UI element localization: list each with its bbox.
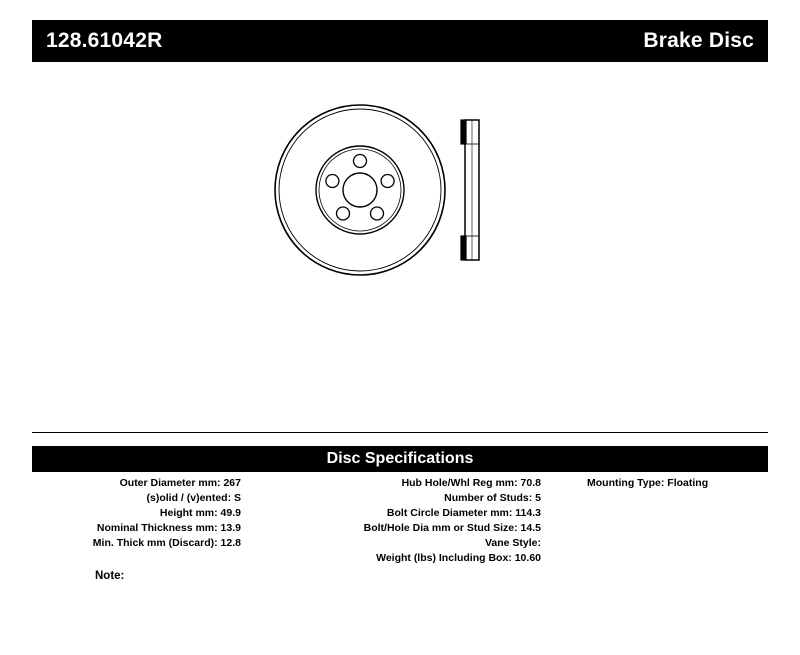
spec-item: Mounting Type: Floating [587, 477, 709, 489]
spec-item: Min. Thick mm (Discard): 12.8 [92, 537, 241, 549]
spec-item: Nominal Thickness mm: 13.9 [96, 522, 241, 534]
spec-item: Bolt Circle Diameter mm: 114.3 [386, 507, 541, 519]
spec-item: Height mm: 49.9 [159, 507, 241, 519]
page-title: Brake Disc [643, 29, 754, 52]
spec-column-right [547, 476, 768, 566]
spec-item: (s)olid / (v)ented: S [146, 492, 241, 504]
header-bar [32, 20, 768, 62]
spec-column-left [32, 476, 247, 566]
spec-section-header [32, 446, 768, 472]
spec-item: Vane Style: [484, 537, 541, 549]
note-label: Note: [95, 570, 125, 582]
spec-item: Outer Diameter mm: 267 [119, 477, 241, 489]
spec-item: Weight (lbs) Including Box: 10.60 [376, 552, 541, 564]
brake-rotor-side-view [461, 120, 479, 260]
spec-item: Bolt/Hole Dia mm or Stud Size: 14.5 [363, 522, 541, 534]
spec-item: Hub Hole/Whl Reg mm: 70.8 [401, 477, 541, 489]
section-divider [32, 432, 768, 433]
spec-item: Number of Studs: 5 [444, 492, 541, 504]
spec-column-middle [247, 476, 547, 566]
spec-section-title: Disc Specifications [326, 450, 474, 467]
brake-rotor-front-view [275, 105, 445, 275]
part-number: 128.61042R [46, 29, 163, 52]
spec-columns [32, 476, 768, 566]
product-drawing [250, 95, 570, 295]
